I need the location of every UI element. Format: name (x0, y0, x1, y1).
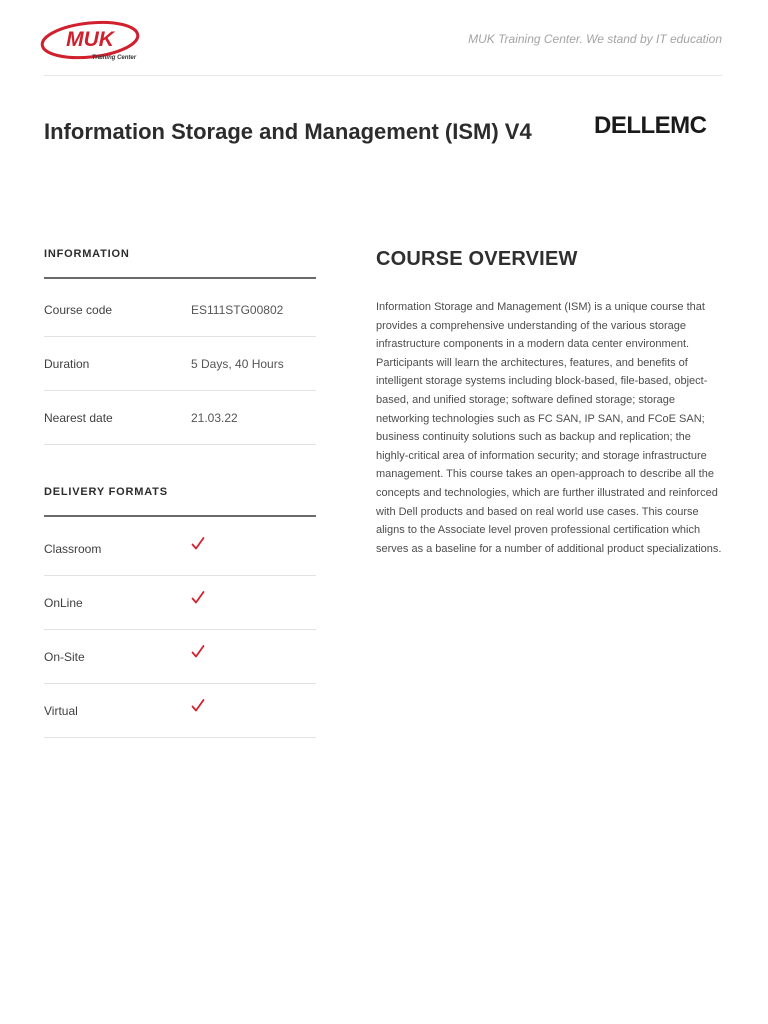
info-label: Duration (44, 357, 90, 371)
dell-emc-logo-text: DELLEMC (594, 112, 707, 139)
delivery-formats-heading: DELIVERY FORMATS (44, 486, 316, 517)
delivery-label: OnLine (44, 596, 83, 610)
info-row-course-code (44, 283, 316, 337)
course-overview-heading: COURSE OVERVIEW (376, 248, 578, 270)
course-overview-text: Information Storage and Management (ISM) is a unique course that provides a comprehensive understanding of the various storage infrastructure components in a modern data center environment. Participants will learn the architectures, features, and benefits of intelligent storage systems including block-based, file-based, object-based, and unified storage; software defined storage; storage networking technologies such as FC SAN, IP SAN, and FCoE SAN; business continuity solutions such as backup and replication; the highly-critical area of information security; and storage infrastructure management. This course takes an open-approach to describe all the concepts and technologies, which are further illustrated and reinforced with Dell products and based on real world use cases. This course aligns to the Associate level proven professional certification which serves as a baseline for a number of additional product specializations. (376, 301, 722, 555)
info-value: ES111STG00802 (191, 303, 284, 317)
checkmark-icon (191, 644, 205, 660)
muk-logo[interactable] (40, 18, 142, 64)
delivery-row-online (44, 576, 316, 630)
checkmark-icon (191, 698, 205, 714)
delivery-row-classroom (44, 522, 316, 576)
delivery-row-on-site (44, 630, 316, 684)
info-row-nearest-date (44, 391, 316, 445)
checkmark-icon (191, 536, 205, 552)
delivery-label: Classroom (44, 542, 102, 556)
page-header (44, 14, 722, 76)
info-value: 5 Days, 40 Hours (191, 357, 284, 371)
muk-logo-subtext: Training Center (91, 55, 137, 61)
delivery-label: On-Site (44, 650, 85, 664)
delivery-label: Virtual (44, 704, 78, 718)
delivery-row-virtual (44, 684, 316, 738)
dell-emc-logo (594, 110, 724, 140)
muk-logo-text: MUK (66, 28, 114, 51)
info-value: 21.03.22 (191, 411, 238, 425)
checkmark-icon (191, 590, 205, 606)
information-heading: INFORMATION (44, 248, 316, 279)
course-title: Information Storage and Management (ISM) V4 (44, 119, 532, 144)
info-label: Nearest date (44, 411, 113, 425)
info-label: Course code (44, 303, 113, 317)
header-tagline: MUK Training Center. We stand by IT education (468, 32, 722, 46)
info-row-duration (44, 337, 316, 391)
